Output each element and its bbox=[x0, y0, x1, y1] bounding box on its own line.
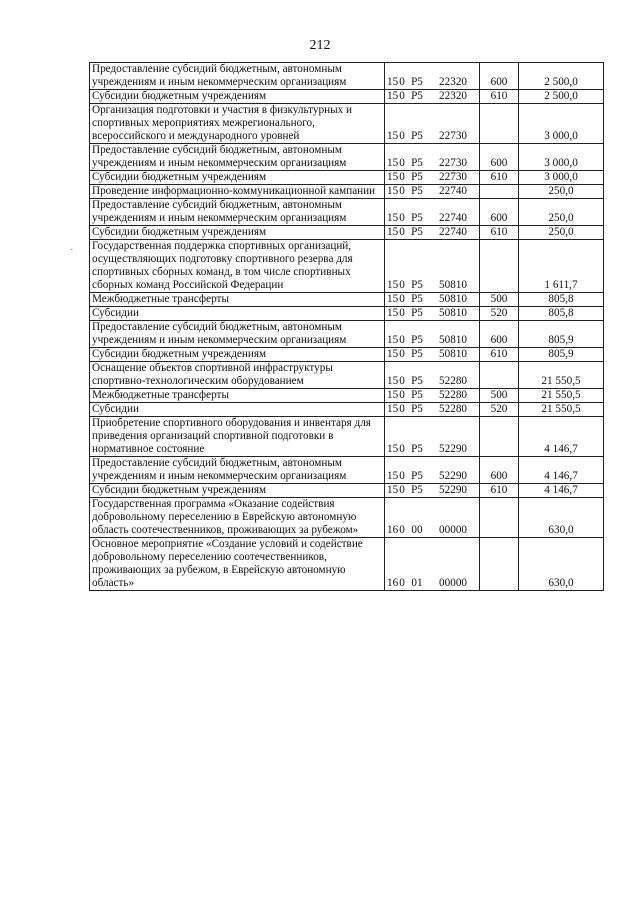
code-subprogram: 0 bbox=[399, 443, 405, 455]
code-direction: P5 bbox=[411, 389, 423, 401]
target-article-code bbox=[385, 484, 480, 498]
code-number: 00000 bbox=[439, 577, 467, 589]
amount: 21 550,5 bbox=[519, 403, 604, 417]
expense-type bbox=[480, 240, 519, 293]
code-subprogram: 0 bbox=[399, 484, 405, 496]
code-number: 50810 bbox=[439, 334, 467, 346]
item-name: Субсидии бюджетным учреждениям bbox=[90, 90, 385, 104]
table-row bbox=[90, 417, 604, 457]
code-subprogram: 0 bbox=[399, 307, 405, 319]
item-name: Субсидии bbox=[90, 307, 385, 321]
code-subprogram: 0 bbox=[399, 389, 405, 401]
amount: 250,0 bbox=[519, 199, 604, 226]
target-article-code bbox=[385, 171, 480, 185]
code-number: 22740 bbox=[439, 212, 467, 224]
item-name: Субсидии бюджетным учреждениям bbox=[90, 348, 385, 362]
target-article-code bbox=[385, 457, 480, 484]
code-program: 15 bbox=[387, 443, 399, 455]
code-number: 50810 bbox=[439, 279, 467, 291]
code-subprogram: 0 bbox=[399, 90, 405, 102]
code-direction: P5 bbox=[411, 484, 423, 496]
target-article-code bbox=[385, 104, 480, 144]
code-program: 15 bbox=[387, 470, 399, 482]
expense-type: 610 bbox=[480, 226, 519, 240]
table-row bbox=[90, 171, 604, 185]
item-name: Основное мероприятие «Создание условий и содействие добровольному переселению соотечественников, проживающих за рубежом, в Еврейскую автономную область» bbox=[90, 538, 385, 591]
amount: 805,9 bbox=[519, 348, 604, 362]
target-article-code bbox=[385, 199, 480, 226]
item-name: Межбюджетные трансферты bbox=[90, 293, 385, 307]
table-row bbox=[90, 226, 604, 240]
page-number: 212 bbox=[309, 38, 331, 53]
code-number: 52280 bbox=[439, 375, 467, 387]
code-program: 15 bbox=[387, 389, 399, 401]
table-row bbox=[90, 389, 604, 403]
amount: 805,8 bbox=[519, 293, 604, 307]
expense-type: 610 bbox=[480, 171, 519, 185]
table-row bbox=[90, 498, 604, 538]
item-name: Приобретение спортивного оборудования и инвентаря для приведения организаций спортивной подготовки в нормативное состояние bbox=[90, 417, 385, 457]
code-subprogram: 0 bbox=[399, 279, 405, 291]
code-direction: P5 bbox=[411, 171, 423, 183]
code-program: 15 bbox=[387, 307, 399, 319]
table-row bbox=[90, 104, 604, 144]
code-program: 15 bbox=[387, 484, 399, 496]
table-row bbox=[90, 348, 604, 362]
expense-type: 520 bbox=[480, 403, 519, 417]
target-article-code bbox=[385, 63, 480, 90]
table-row bbox=[90, 90, 604, 104]
table-row bbox=[90, 307, 604, 321]
expense-type: 610 bbox=[480, 90, 519, 104]
expense-type: 610 bbox=[480, 484, 519, 498]
code-number: 22730 bbox=[439, 171, 467, 183]
code-direction: P5 bbox=[411, 348, 423, 360]
code-direction: 00 bbox=[411, 524, 423, 536]
code-subprogram: 0 bbox=[399, 76, 405, 88]
code-direction: 01 bbox=[411, 577, 423, 589]
code-number: 52280 bbox=[439, 403, 467, 415]
table-row bbox=[90, 199, 604, 226]
amount: 2 500,0 bbox=[519, 90, 604, 104]
code-program: 15 bbox=[387, 130, 399, 142]
code-subprogram: 0 bbox=[399, 226, 405, 238]
code-subprogram: 0 bbox=[399, 171, 405, 183]
item-name: Субсидии бюджетным учреждениям bbox=[90, 171, 385, 185]
code-program: 15 bbox=[387, 171, 399, 183]
target-article-code bbox=[385, 90, 480, 104]
code-direction: P5 bbox=[411, 226, 423, 238]
target-article-code bbox=[385, 144, 480, 171]
expense-type bbox=[480, 417, 519, 457]
table-row bbox=[90, 63, 604, 90]
code-program: 15 bbox=[387, 226, 399, 238]
code-program: 15 bbox=[387, 90, 399, 102]
code-program: 15 bbox=[387, 403, 399, 415]
amount: 4 146,7 bbox=[519, 484, 604, 498]
target-article-code bbox=[385, 240, 480, 293]
amount: 2 500,0 bbox=[519, 63, 604, 90]
expense-type bbox=[480, 104, 519, 144]
budget-table-body bbox=[90, 63, 604, 591]
expense-type bbox=[480, 362, 519, 389]
code-number: 22740 bbox=[439, 185, 467, 197]
code-subprogram: 0 bbox=[399, 157, 405, 169]
code-direction: P5 bbox=[411, 470, 423, 482]
table-row bbox=[90, 240, 604, 293]
table-row bbox=[90, 185, 604, 199]
target-article-code bbox=[385, 498, 480, 538]
amount: 3 000,0 bbox=[519, 104, 604, 144]
amount: 21 550,5 bbox=[519, 389, 604, 403]
expense-type: 600 bbox=[480, 199, 519, 226]
table-row bbox=[90, 484, 604, 498]
margin-mark: · bbox=[70, 244, 74, 256]
expense-type: 500 bbox=[480, 389, 519, 403]
code-subprogram: 0 bbox=[399, 334, 405, 346]
code-number: 50810 bbox=[439, 348, 467, 360]
code-number: 22730 bbox=[439, 157, 467, 169]
expense-type: 520 bbox=[480, 307, 519, 321]
table-row bbox=[90, 538, 604, 591]
code-subprogram: 0 bbox=[399, 130, 405, 142]
item-name: Предоставление субсидий бюджетным, автономным учреждениям и иным некоммерческим организациям bbox=[90, 144, 385, 171]
target-article-code bbox=[385, 538, 480, 591]
code-program: 15 bbox=[387, 348, 399, 360]
amount: 630,0 bbox=[519, 498, 604, 538]
table-row bbox=[90, 362, 604, 389]
amount: 4 146,7 bbox=[519, 417, 604, 457]
expense-type bbox=[480, 498, 519, 538]
amount: 805,9 bbox=[519, 321, 604, 348]
item-name: Предоставление субсидий бюджетным, автономным учреждениям и иным некоммерческим организациям bbox=[90, 199, 385, 226]
target-article-code bbox=[385, 307, 480, 321]
code-program: 15 bbox=[387, 375, 399, 387]
code-subprogram: 0 bbox=[399, 348, 405, 360]
code-program: 15 bbox=[387, 279, 399, 291]
target-article-code bbox=[385, 403, 480, 417]
code-subprogram: 0 bbox=[399, 375, 405, 387]
code-number: 22320 bbox=[439, 76, 467, 88]
amount: 1 611,7 bbox=[519, 240, 604, 293]
code-direction: P5 bbox=[411, 375, 423, 387]
code-number: 52290 bbox=[439, 443, 467, 455]
code-program: 15 bbox=[387, 157, 399, 169]
code-program: 15 bbox=[387, 185, 399, 197]
expense-type: 500 bbox=[480, 293, 519, 307]
target-article-code bbox=[385, 226, 480, 240]
code-subprogram: 0 bbox=[399, 212, 405, 224]
target-article-code bbox=[385, 185, 480, 199]
target-article-code bbox=[385, 389, 480, 403]
code-subprogram: 0 bbox=[399, 577, 405, 589]
code-program: 16 bbox=[387, 524, 399, 536]
expense-type: 600 bbox=[480, 457, 519, 484]
code-number: 50810 bbox=[439, 307, 467, 319]
expense-type bbox=[480, 538, 519, 591]
amount: 3 000,0 bbox=[519, 144, 604, 171]
code-direction: P5 bbox=[411, 90, 423, 102]
target-article-code bbox=[385, 321, 480, 348]
code-direction: P5 bbox=[411, 334, 423, 346]
code-direction: P5 bbox=[411, 130, 423, 142]
expense-type: 600 bbox=[480, 63, 519, 90]
code-direction: P5 bbox=[411, 403, 423, 415]
expense-type bbox=[480, 185, 519, 199]
expense-type: 600 bbox=[480, 144, 519, 171]
item-name: Предоставление субсидий бюджетным, автономным учреждениям и иным некоммерческим организациям bbox=[90, 457, 385, 484]
target-article-code bbox=[385, 362, 480, 389]
code-subprogram: 0 bbox=[399, 293, 405, 305]
item-name: Проведение информационно-коммуникационной кампании bbox=[90, 185, 385, 199]
code-direction: P5 bbox=[411, 307, 423, 319]
code-program: 15 bbox=[387, 334, 399, 346]
code-direction: P5 bbox=[411, 157, 423, 169]
expense-type: 600 bbox=[480, 321, 519, 348]
item-name: Организация подготовки и участия в физкультурных и спортивных мероприятиях межрегионального, всероссийского и международного уровней bbox=[90, 104, 385, 144]
code-number: 22740 bbox=[439, 226, 467, 238]
table-row bbox=[90, 457, 604, 484]
code-subprogram: 0 bbox=[399, 524, 405, 536]
budget-table bbox=[89, 62, 604, 591]
code-program: 15 bbox=[387, 212, 399, 224]
item-name: Субсидии бюджетным учреждениям bbox=[90, 484, 385, 498]
table-row bbox=[90, 293, 604, 307]
amount: 3 000,0 bbox=[519, 171, 604, 185]
item-name: Государственная поддержка спортивных организаций, осуществляющих подготовку спортивного резерва для спортивных сборных команд, в том числе спортивных сборных команд Российской Федерации bbox=[90, 240, 385, 293]
amount: 250,0 bbox=[519, 185, 604, 199]
expense-type: 610 bbox=[480, 348, 519, 362]
table-row bbox=[90, 403, 604, 417]
code-number: 00000 bbox=[439, 524, 467, 536]
table-row bbox=[90, 321, 604, 348]
code-number: 22730 bbox=[439, 130, 467, 142]
amount: 805,8 bbox=[519, 307, 604, 321]
item-name: Предоставление субсидий бюджетным, автономным учреждениям и иным некоммерческим организациям bbox=[90, 63, 385, 90]
target-article-code bbox=[385, 293, 480, 307]
code-direction: P5 bbox=[411, 76, 423, 88]
table-row bbox=[90, 144, 604, 171]
code-program: 15 bbox=[387, 293, 399, 305]
code-number: 22320 bbox=[439, 90, 467, 102]
code-number: 52290 bbox=[439, 484, 467, 496]
code-number: 50810 bbox=[439, 293, 467, 305]
amount: 21 550,5 bbox=[519, 362, 604, 389]
code-direction: P5 bbox=[411, 443, 423, 455]
item-name: Государственная программа «Оказание содействия добровольному переселению в Еврейскую автономную область соотечественников, проживающих за рубежом» bbox=[90, 498, 385, 538]
item-name: Предоставление субсидий бюджетным, автономным учреждениям и иным некоммерческим организациям bbox=[90, 321, 385, 348]
item-name: Оснащение объектов спортивной инфраструктуры спортивно-технологическим оборудованием bbox=[90, 362, 385, 389]
item-name: Субсидии бюджетным учреждениям bbox=[90, 226, 385, 240]
target-article-code bbox=[385, 417, 480, 457]
code-direction: P5 bbox=[411, 185, 423, 197]
code-subprogram: 0 bbox=[399, 470, 405, 482]
amount: 250,0 bbox=[519, 226, 604, 240]
code-subprogram: 0 bbox=[399, 403, 405, 415]
code-direction: P5 bbox=[411, 293, 423, 305]
item-name: Межбюджетные трансферты bbox=[90, 389, 385, 403]
code-direction: P5 bbox=[411, 212, 423, 224]
code-program: 15 bbox=[387, 76, 399, 88]
code-number: 52280 bbox=[439, 389, 467, 401]
code-number: 52290 bbox=[439, 470, 467, 482]
amount: 4 146,7 bbox=[519, 457, 604, 484]
amount: 630,0 bbox=[519, 538, 604, 591]
code-direction: P5 bbox=[411, 279, 423, 291]
code-subprogram: 0 bbox=[399, 185, 405, 197]
target-article-code bbox=[385, 348, 480, 362]
item-name: Субсидии bbox=[90, 403, 385, 417]
code-program: 16 bbox=[387, 577, 399, 589]
